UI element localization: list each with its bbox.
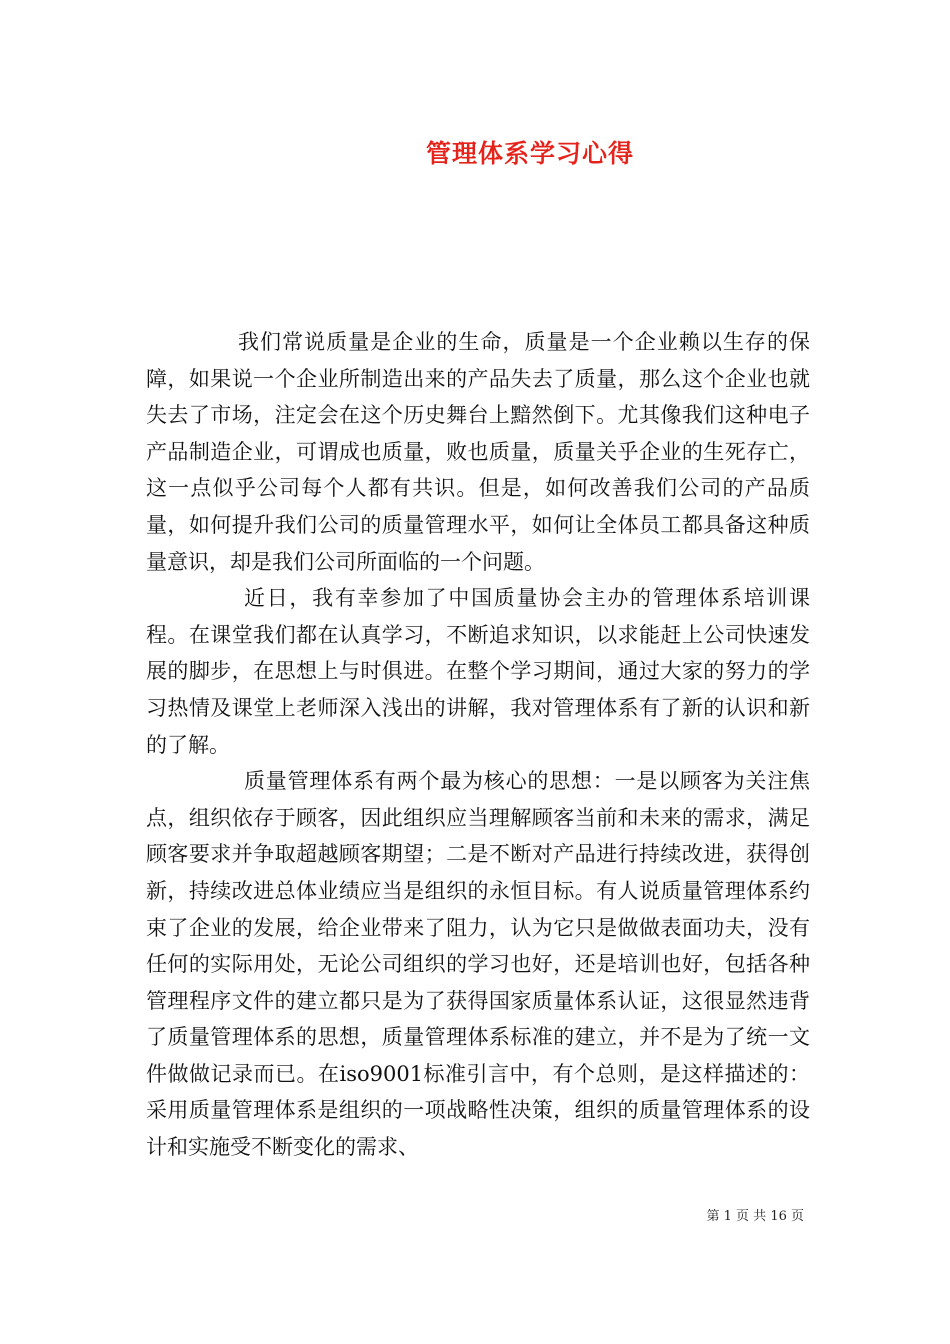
document-title: 管理体系学习心得 [425,139,634,168]
page-number-footer: 第 1 页 共 16 页 [706,1209,804,1224]
paragraph-2: 近日，我有幸参加了中国质量协会主办的管理体系培训课程。在课堂我们都在认真学习，不断追求知识，以求能赶上公司快速发展的脚步，在思想上与时俱进。在整个学习期间，通过大家的努力的学习热情及课堂上老师深入浅出的讲解，我对管理体系有了新的认识和新的了解。 [146,586,810,757]
document-body [146,324,810,1166]
paragraph-3: 质量管理体系有两个最为核心的思想：一是以顾客为关注焦点，组织依存于顾客，因此组织应当理解顾客当前和未来的需求，满足顾客要求并争取超越顾客期望；二是不断对产品进行持续改进，获得创新，持续改进总体业绩应当是组织的永恒目标。有人说质量管理体系约束了企业的发展，给企业带来了阻力，认为它只是做做表面功夫，没有任何的实际用处，无论公司组织的学习也好，还是培训也好，包括各种管理程序文件的建立都只是为了获得国家质量体系认证，这很显然违背了质量管理体系的思想，质量管理体系标准的建立，并不是为了统一文件做做记录而已。在iso9001标准引言中，有个总则，是这样描述的：采用质量管理体系是组织的一项战略性决策，组织的质量管理体系的设计和实施受不断变化的需求、 [146,769,810,1160]
paragraph-1: 我们常说质量是企业的生命，质量是一个企业赖以生存的保障，如果说一个企业所制造出来的产品失去了质量，那么这个企业也就失去了市场，注定会在这个历史舞台上黯然倒下。尤其像我们这种电子产品制造企业，可谓成也质量，败也质量，质量关乎企业的生死存亡，这一点似乎公司每个人都有共识。但是，如何改善我们公司的产品质量，如何提升我们公司的质量管理水平，如何让全体员工都具备这种质量意识，却是我们公司所面临的一个问题。 [146,330,810,574]
